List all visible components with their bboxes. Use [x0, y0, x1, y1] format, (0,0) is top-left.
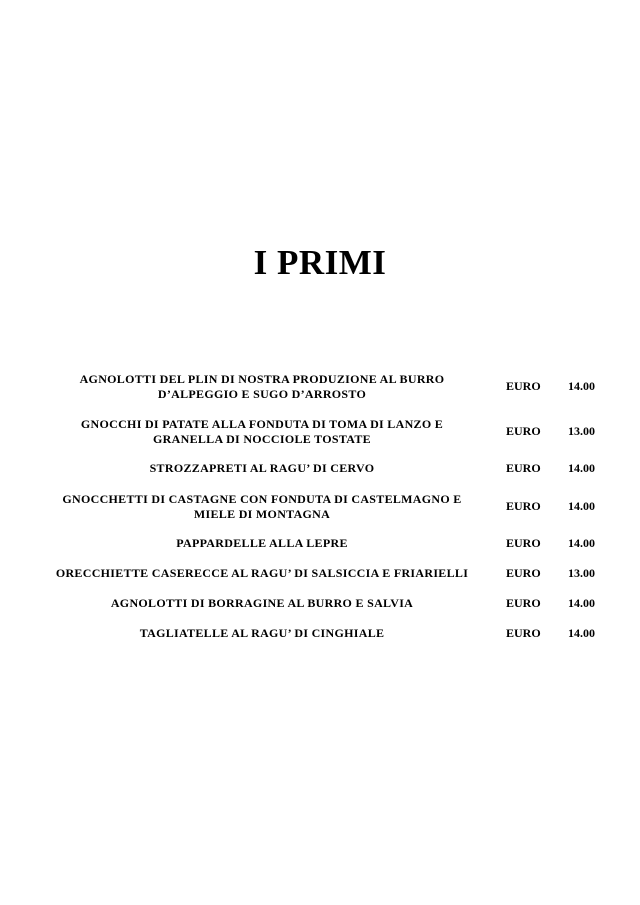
dish-name	[44, 417, 480, 447]
menu-item	[0, 371, 640, 416]
dish-price: 14.00	[568, 379, 595, 393]
dish-name-line: STROZZAPRETI AL RAGU’ DI CERVO	[149, 461, 375, 475]
dish-name-line: TAGLIATELLE AL RAGU’ DI CINGHIALE	[139, 626, 385, 640]
menu-item	[0, 596, 640, 626]
currency-label: EURO	[506, 461, 541, 475]
dish-price: 13.00	[568, 424, 595, 438]
dish-name	[44, 596, 480, 611]
menu-item	[0, 566, 640, 596]
dish-name	[44, 536, 480, 551]
dish-name	[44, 492, 480, 522]
menu-item	[0, 536, 640, 566]
currency-label: EURO	[506, 424, 541, 438]
dish-name	[44, 626, 480, 641]
menu-list	[0, 371, 640, 656]
dish-name-line: ORECCHIETTE CASERECCE AL RAGU’ DI SALSICCIA E FRIARIELLI	[55, 566, 469, 580]
currency-label: EURO	[506, 566, 541, 580]
dish-price: 13.00	[568, 566, 595, 580]
dish-price: 14.00	[568, 626, 595, 640]
currency-label: EURO	[506, 626, 541, 640]
menu-item	[0, 626, 640, 656]
currency-label: EURO	[506, 499, 541, 513]
dish-price: 14.00	[568, 499, 595, 513]
menu-item	[0, 461, 640, 491]
currency-label: EURO	[506, 379, 541, 393]
currency-label: EURO	[506, 596, 541, 610]
dish-name	[44, 372, 480, 402]
dish-price: 14.00	[568, 461, 595, 475]
dish-name-line: AGNOLOTTI DI BORRAGINE AL BURRO E SALVIA	[110, 596, 414, 610]
dish-name	[44, 461, 480, 476]
dish-name-line: GRANELLA DI NOCCIOLE TOSTATE	[153, 432, 371, 446]
menu-item	[0, 416, 640, 461]
page-title: I PRIMI	[253, 243, 387, 282]
dish-name-line: MIELE DI MONTAGNA	[193, 507, 331, 521]
dish-name	[44, 566, 480, 581]
dish-name-line: PAPPARDELLE ALLA LEPRE	[176, 536, 348, 550]
dish-price: 14.00	[568, 536, 595, 550]
currency-label: EURO	[506, 536, 541, 550]
dish-name-line: D’ALPEGGIO E SUGO D’ARROSTO	[157, 387, 367, 401]
menu-item	[0, 491, 640, 536]
dish-name-line: GNOCCHI DI PATATE ALLA FONDUTA DI TOMA DI LANZO E	[80, 417, 444, 431]
dish-price: 14.00	[568, 596, 595, 610]
dish-name-line: AGNOLOTTI DEL PLIN DI NOSTRA PRODUZIONE AL BURRO	[79, 372, 445, 386]
dish-name-line: GNOCCHETTI DI CASTAGNE CON FONDUTA DI CASTELMAGNO E	[62, 492, 462, 506]
